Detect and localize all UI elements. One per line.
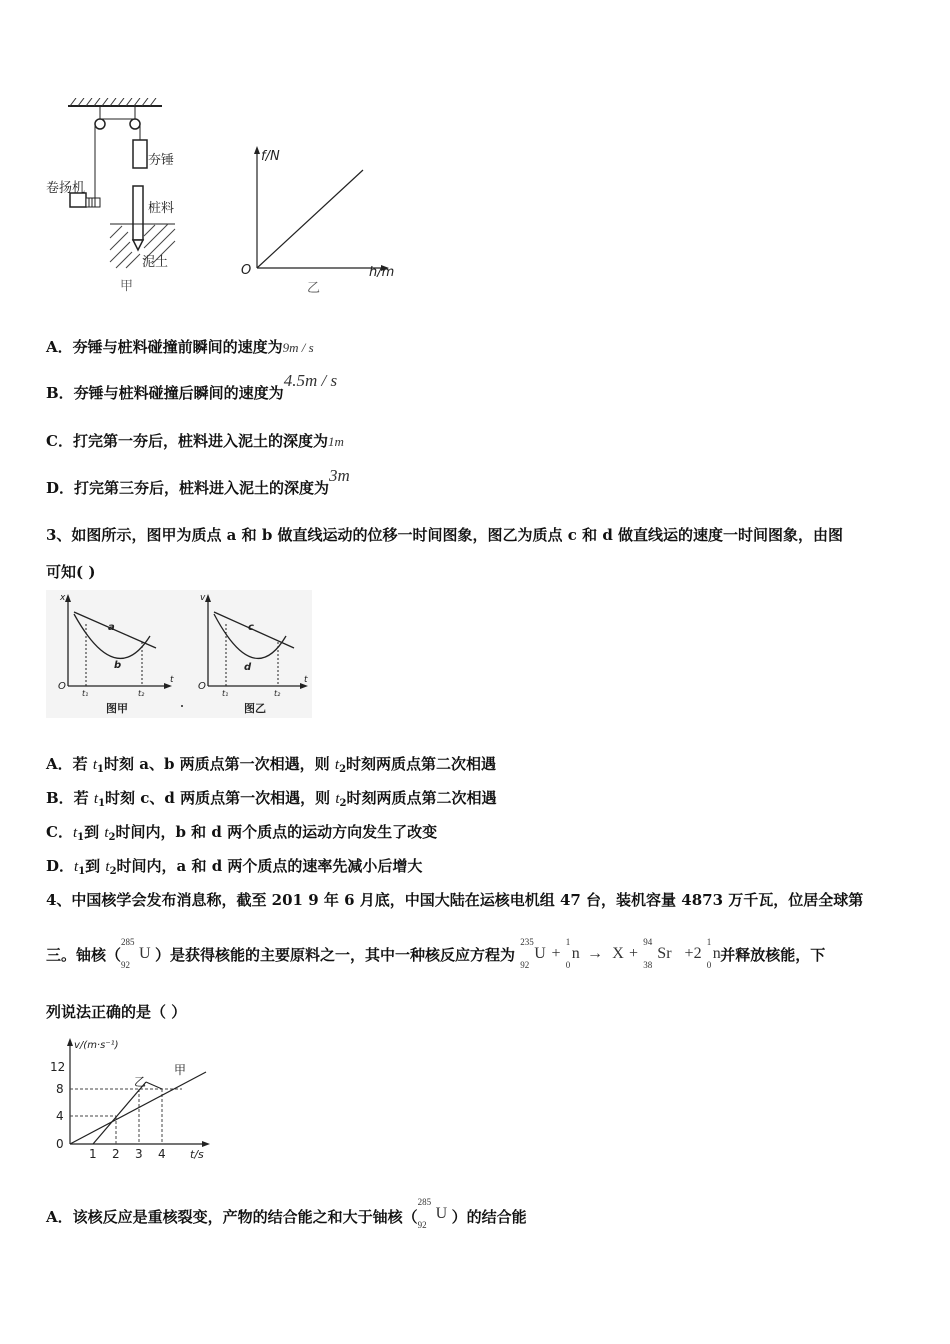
q2-option-b-math: 4.5m / s: [283, 371, 338, 390]
q2-option-d: [46, 466, 350, 498]
figure-caption-jia: 甲: [120, 279, 134, 294]
left-t-label: t: [170, 675, 174, 685]
caption-right: 图乙: [244, 702, 266, 715]
q4-stem-line1: 4、中国核学会发布消息称，截至 201 9 年 6 月底，中国大陆在运核电机组 47 台，装机容量 4873 万千瓦，位居全球第: [46, 891, 864, 909]
left-t2: t₂: [138, 689, 145, 698]
left-origin: O: [58, 681, 66, 692]
tick-1: 1: [89, 1147, 97, 1160]
vt-x-axis-label: t/s: [190, 1148, 204, 1160]
q3-graphs-figure: [46, 590, 312, 718]
label-jia: 甲: [174, 1063, 187, 1077]
right-y-label: v: [200, 593, 206, 603]
origin-label: O: [241, 263, 252, 278]
label-d: d: [244, 662, 252, 673]
q4-stem-line2: 三。铀核（ 285 92 U ）是获得核能的主要原料之一，其中一种核反应方程为 235 92 U + 1 0 n → X + 94 38 Sr +2 1 0 n并释放核能，下: [46, 937, 826, 970]
q3-option-c: C．$t_1$到 $t_2$时间内，b 和 d 两个质点的运动方向发生了改变: [46, 823, 438, 843]
label-c: c: [248, 622, 254, 633]
figure-caption-yi: 乙: [307, 281, 321, 296]
tick-12: 12: [50, 1060, 66, 1074]
tick-2: 2: [112, 1147, 120, 1160]
x-axis-label: h/m: [369, 265, 395, 280]
q2-option-d-text: D．打完第三夯后，桩料进入泥土的深度为: [46, 479, 330, 497]
force-depth-graph: [235, 140, 405, 300]
tick-0: 0: [56, 1137, 64, 1151]
right-t1: t₁: [222, 689, 229, 698]
velocity-time-graph: [46, 1034, 216, 1160]
pile-label: 桩料: [148, 201, 175, 216]
q4-stem-line3: 列说法正确的是（ ）: [46, 1003, 187, 1021]
pile-driver-figure: [40, 98, 200, 298]
q3-stem-line1: 3、如图所示，图甲为质点 a 和 b 做直线运动的位移一时间图象，图乙为质点 c 和 d 做直线运的速度一时间图象，由图: [46, 526, 844, 544]
q2-option-a: [46, 336, 314, 357]
uranium-285-symbol: 285 92 U: [121, 937, 151, 970]
right-t2: t₂: [274, 689, 281, 698]
line-yi: [93, 1082, 146, 1144]
caption-left: 图甲: [106, 702, 128, 715]
q2-option-a-math: 9m / s: [282, 340, 314, 355]
q2-option-b-text: B．夯锤与桩料碰撞后瞬间的速度为: [46, 384, 284, 402]
tick-4: 4: [56, 1109, 64, 1123]
q2-option-b: [46, 371, 338, 403]
tick-4x: 4: [158, 1147, 166, 1160]
q3-stem-line2: 可知( ): [46, 563, 96, 581]
q3-option-d: D．$t_1$到 $t_2$时间内，a 和 d 两个质点的速率先减小后增大: [46, 857, 423, 877]
label-b: b: [114, 660, 122, 671]
right-t-label: t: [304, 675, 308, 685]
nuclear-reaction-equation: 235 92 U + 1 0 n → X + 94 38 Sr +2 1 0 n: [520, 937, 721, 970]
q2-option-d-math: 3m: [329, 466, 350, 485]
q3-option-a: A．若 $t_1$时刻 a、b 两质点第一次相遇，则 $t_2$时刻两质点第二次相遇: [46, 755, 497, 775]
label-yi: 乙: [134, 1075, 147, 1089]
left-y-label: x: [60, 593, 66, 603]
q2-option-a-text: A．夯锤与桩料碰撞前瞬间的速度为: [46, 338, 283, 356]
uranium-285-symbol-2: 285 92 U: [417, 1197, 448, 1230]
q2-option-c: [46, 430, 344, 451]
force-line: [257, 170, 363, 268]
right-origin: O: [198, 681, 206, 692]
vt-y-axis-label: v/(m·s⁻¹): [74, 1040, 119, 1051]
q2-option-c-text: C．打完第一夯后，桩料进入泥土的深度为: [46, 432, 328, 450]
q2-option-c-math: 1m: [327, 434, 344, 449]
q3-option-b: B．若 $t_1$时刻 c、d 两质点第一次相遇，则 $t_2$时刻两质点第二次相遇: [46, 789, 497, 809]
soil-label: 泥土: [142, 255, 169, 270]
tick-8: 8: [56, 1082, 64, 1096]
tick-3: 3: [135, 1147, 143, 1160]
y-axis-label: f/N: [261, 149, 280, 164]
left-t1: t₁: [82, 689, 89, 698]
winch-label: 卷扬机: [46, 181, 86, 196]
label-a: a: [108, 622, 115, 633]
hammer-label: 夯锤: [148, 153, 175, 168]
q4-option-a: A．该核反应是重核裂变，产物的结合能之和大于铀核（ 285 92 U ）的结合能: [46, 1197, 527, 1230]
